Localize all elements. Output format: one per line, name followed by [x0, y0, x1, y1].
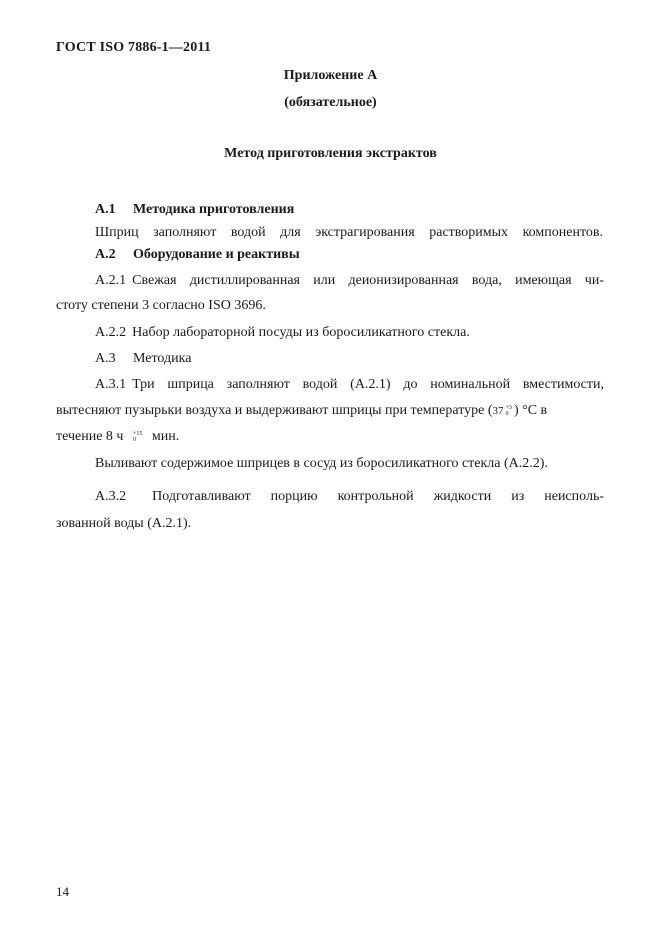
section-number: А.3.1 — [95, 377, 127, 392]
paragraph-text: Три шприца заполняют водой (А.2.1) до номинальной вместимости, — [132, 377, 604, 392]
section-a3-heading — [95, 349, 191, 369]
tolerance-lower: 0 — [505, 410, 509, 417]
section-a22 — [95, 323, 470, 343]
tolerance-upper: +15 — [132, 430, 143, 437]
appendix-title: Приложение А — [283, 68, 378, 83]
section-number: А.2.1 — [95, 273, 127, 288]
section-a32-line1 — [95, 487, 604, 507]
section-a32-line2: зованной воды (А.2.1). — [56, 516, 192, 531]
section-a31-line4: Выливают содержимое шприцев в сосуд из боросиликатного стекла (А.2.2). — [95, 456, 548, 471]
paragraph-text: Подготавливают порцию контрольной жидкости из неисполь- — [152, 489, 604, 504]
section-a21-line1 — [95, 271, 604, 291]
time-tolerance — [133, 431, 142, 443]
section-number: А.2.2 — [95, 325, 127, 340]
section-number: А.2 — [95, 247, 116, 262]
section-a2-heading — [95, 245, 300, 265]
tolerance-upper: +3 — [505, 404, 512, 411]
section-a1-heading — [95, 200, 294, 220]
section-a1-text: Шприц заполняют водой для экстрагирования растворимых компонентов. — [95, 225, 603, 240]
paragraph-text: Свежая дистиллированная или деионизированная вода, имеющая чи- — [132, 273, 604, 288]
section-a31-line1 — [95, 375, 604, 395]
document-code: ГОСТ ISO 7886-1—2011 — [56, 40, 212, 55]
paragraph-text: ) °С в — [513, 403, 548, 418]
section-number: А.3.2 — [95, 489, 127, 504]
temperature-value: 37 — [492, 405, 504, 417]
section-title: Оборудование и реактивы — [133, 247, 300, 262]
temperature-tolerance — [506, 405, 512, 417]
appendix-status: (обязательное) — [284, 95, 377, 110]
section-a21-line2: стоту степени 3 согласно ISO 3696. — [56, 298, 266, 313]
paragraph-text: вытесняют пузырьки воздуха и выдерживают шприцы при температуре ( — [56, 403, 493, 418]
section-number: А.1 — [95, 202, 116, 217]
paragraph-text: мин. — [151, 429, 180, 444]
appendix-subject: Метод приготовления экстрактов — [224, 146, 437, 161]
section-title: Методика приготовления — [133, 202, 295, 217]
section-title: Методика — [133, 351, 192, 366]
paragraph-text: Набор лабораторной посуды из боросиликатного стекла. — [132, 325, 470, 340]
section-a31-line2 — [56, 401, 547, 421]
paragraph-text: течение 8 ч — [56, 429, 124, 444]
tolerance-lower: 0 — [132, 436, 136, 443]
section-a31-line3 — [56, 427, 179, 447]
section-number: А.3 — [95, 351, 116, 366]
page-number: 14 — [56, 884, 69, 899]
